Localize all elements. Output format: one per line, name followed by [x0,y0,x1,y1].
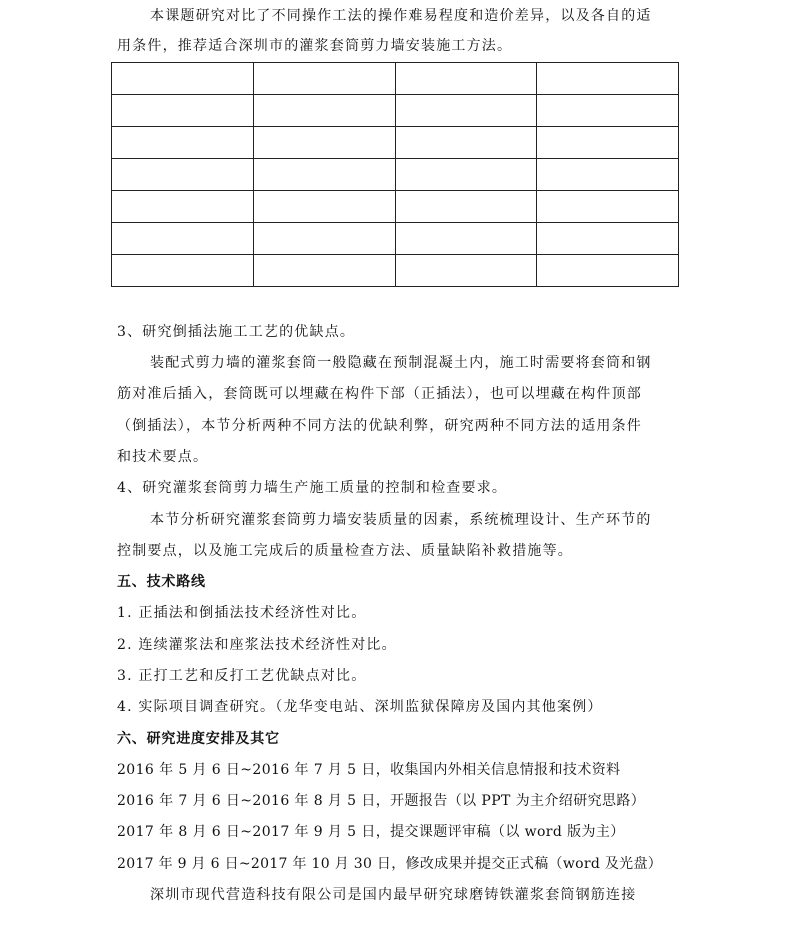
item4-title: 4、研究灌浆套筒剪力墙生产施工质量的控制和检查要求。 [117,480,508,496]
route-item-2: 2. 连续灌浆法和座浆法技术经济性对比。 [117,637,397,653]
table-cell [112,63,254,95]
table-cell [112,127,254,159]
table-cell [395,127,537,159]
table-cell [537,63,679,95]
table-cell [112,191,254,223]
table-cell [395,95,537,127]
table-row [112,95,679,127]
comparison-table [111,62,679,287]
table-cell [537,255,679,287]
table-cell [253,255,395,287]
table-row [112,255,679,287]
item3-line-2: 筋对准后插入，套筒既可以埋藏在构件下部（正插法），也可以埋藏在构件顶部 [117,386,642,402]
item3-title: 3、研究倒插法施工工艺的优缺点。 [117,324,356,340]
route-item-3: 3. 正打工艺和反打工艺优缺点对比。 [117,668,367,684]
table-row [112,191,679,223]
table-row [112,127,679,159]
intro-line-1: 本课题研究对比了不同操作工法的操作难易程度和造价差异，以及各自的适 [150,8,652,24]
table-cell [395,223,537,255]
table-cell [112,223,254,255]
table-cell [253,159,395,191]
item3-line-1: 装配式剪力墙的灌浆套筒一般隐藏在预制混凝土内，施工时需要将套筒和钢 [150,355,652,371]
table-cell [253,191,395,223]
section5-heading: 五、技术路线 [117,574,206,590]
section6-heading: 六、研究进度安排及其它 [117,731,280,747]
route-item-1: 1. 正插法和倒插法技术经济性对比。 [117,605,367,621]
table-cell [112,255,254,287]
item3-line-3: （倒插法），本节分析两种不同方法的优缺利弊，研究两种不同方法的适用条件 [117,418,642,434]
table-cell [253,95,395,127]
table-cell [537,191,679,223]
table-cell [537,127,679,159]
schedule-item-4: 2017 年 9 月 6 日~2017 年 10 月 30 日，修改成果并提交正式稿（word 及光盘） [117,856,663,872]
table-cell [395,191,537,223]
schedule-item-2: 2016 年 7 月 6 日~2016 年 8 月 5 日，开题报告（以 PPT 为主介绍研究思路） [117,793,646,809]
closing-paragraph: 深圳市现代营造科技有限公司是国内最早研究球磨铸铁灌浆套筒钢筋连接 [150,887,637,903]
route-item-4: 4. 实际项目调查研究。（龙华变电站、深圳监狱保障房及国内其他案例） [117,699,603,715]
table-cell [112,159,254,191]
table-cell [395,255,537,287]
table-cell [395,63,537,95]
table-cell [253,63,395,95]
table-cell [395,159,537,191]
schedule-item-1: 2016 年 5 月 6 日~2016 年 7 月 5 日，收集国内外相关信息情报和技术资料 [117,762,621,778]
table-row [112,223,679,255]
table-row [112,63,679,95]
table-row [112,159,679,191]
schedule-item-3: 2017 年 8 月 6 日~2017 年 9 月 5 日，提交课题评审稿（以 word 版为主） [117,824,625,840]
item4-line-2: 控制要点，以及施工完成后的质量检查方法、质量缺陷补救措施等。 [117,543,573,559]
table-cell [253,127,395,159]
item3-line-4: 和技术要点。 [117,449,209,465]
table-cell [253,223,395,255]
item4-line-1: 本节分析研究灌浆套筒剪力墙安装质量的因素，系统梳理设计、生产环节的 [150,512,652,528]
intro-line-2: 用条件，推荐适合深圳市的灌浆套筒剪力墙安装施工方法。 [117,38,513,54]
table-cell [537,159,679,191]
table-cell [112,95,254,127]
table-cell [537,95,679,127]
table-cell [537,223,679,255]
